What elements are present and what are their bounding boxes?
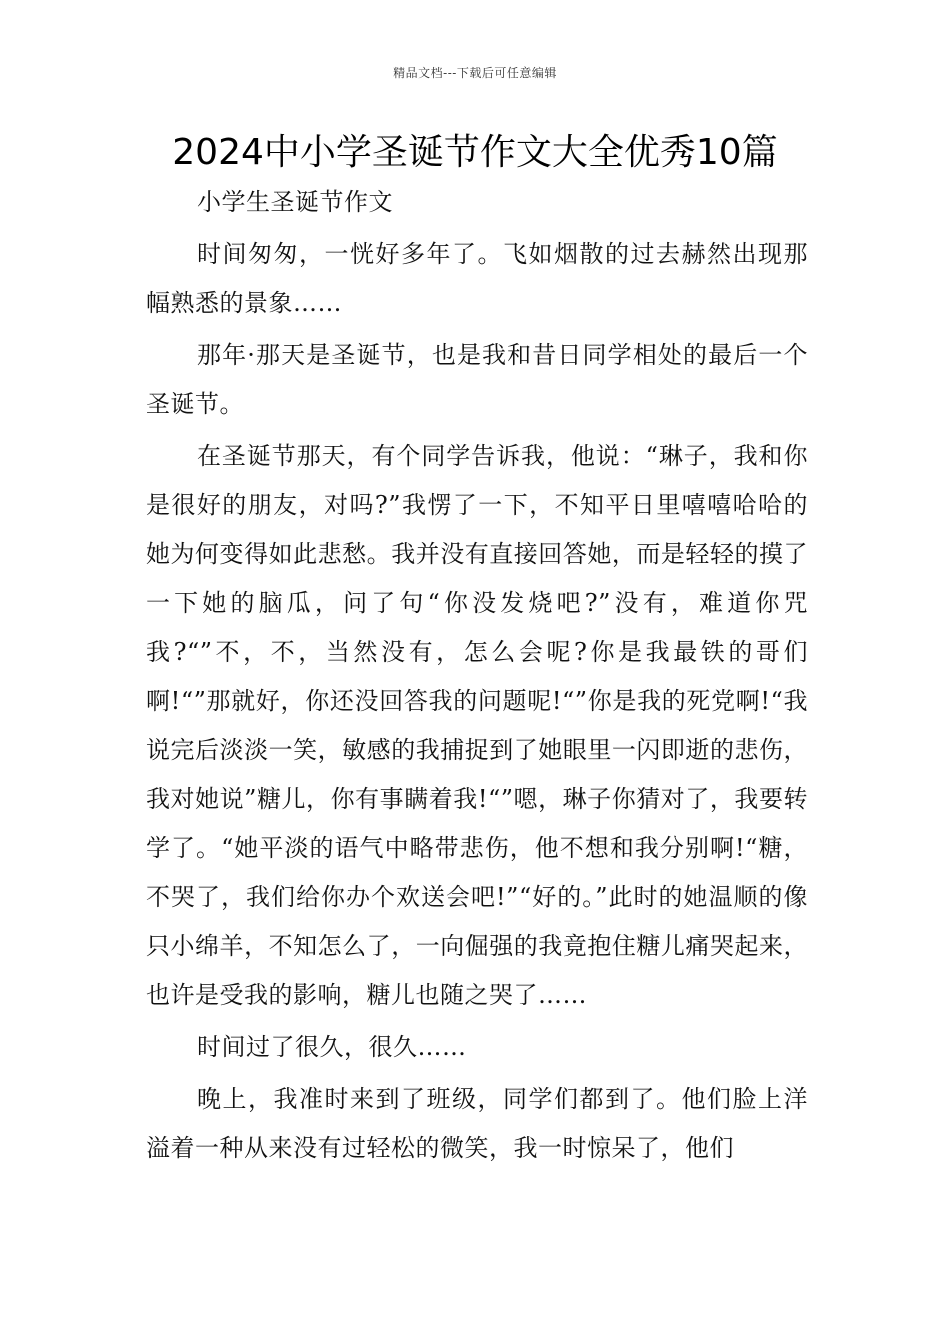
paragraph: 晚上，我准时来到了班级，同学们都到了。他们脸上洋溢着一种从来没有过轻松的微笑，我一时惊呆了，他们 [146,1085,808,1162]
document-body [146,178,808,1173]
paragraph: 时间过了很久，很久…… [197,1033,467,1061]
paragraph-subtitle: 小学生圣诞节作文 [197,188,393,216]
document-title: 2024中小学圣诞节作文大全优秀10篇 [172,132,778,173]
header-note: 精品文档---下载后可任意编辑 [393,66,557,80]
paragraph: 在圣诞节那天，有个同学告诉我，他说：“琳子，我和你是很好的朋友，对吗?”我愣了一下，不知平日里嘻嘻哈哈的她为何变得如此悲愁。我并没有直接回答她，而是轻轻的摸了一下她的脑瓜，问了句“你没发烧吧?”没有，难道你咒我?“”不，不，当然没有，怎么会呢?你是我最铁的哥们啊!“”那就好，你还没回答我的问题呢!“”你是我的死党啊!“我说完后淡淡一笑，敏感的我捕捉到了她眼里一闪即逝的悲伤，我对她说”糖儿，你有事瞒着我!“”嗯，琳子你猜对了，我要转学了。“她平淡的语气中略带悲伤，他不想和我分别啊!“糖，不哭了，我们给你办个欢送会吧!”“好的。”此时的她温顺的像只小绵羊，不知怎么了，一向倔强的我竟抱住糖儿痛哭起来，也许是受我的影响，糖儿也随之哭了…… [146,442,808,1009]
paragraph: 时间匆匆，一恍好多年了。飞如烟散的过去赫然出现那幅熟悉的景象…… [146,240,808,317]
paragraph: 那年·那天是圣诞节，也是我和昔日同学相处的最后一个圣诞节。 [146,341,808,418]
